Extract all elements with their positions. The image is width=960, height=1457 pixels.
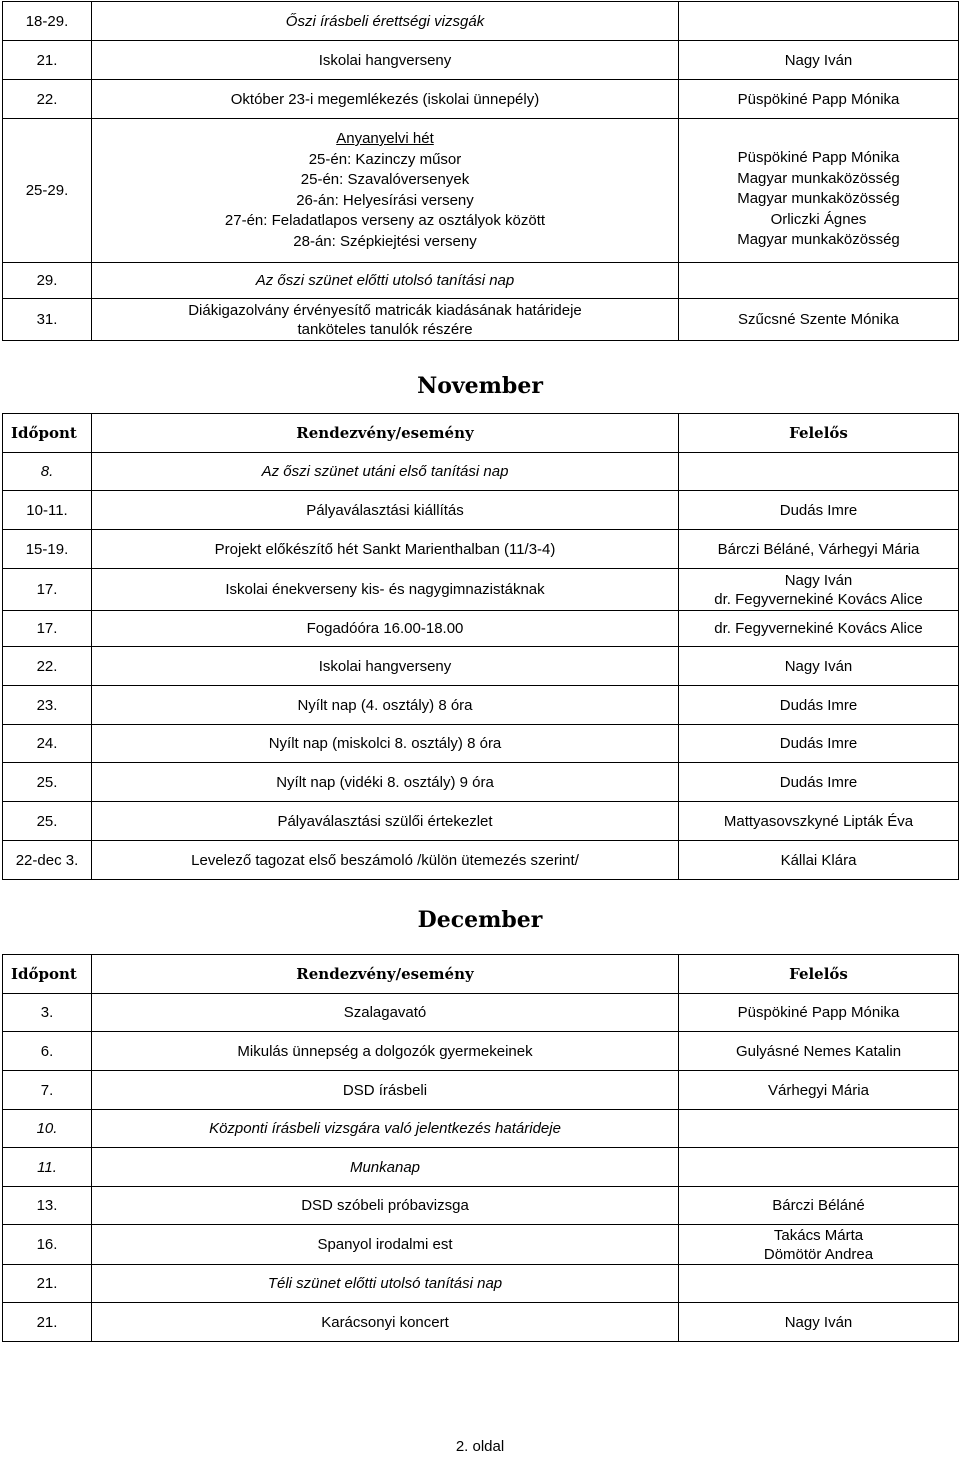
event-cell: Nyílt nap (vidéki 8. osztály) 9 óra bbox=[92, 763, 679, 802]
december-table bbox=[2, 954, 959, 1342]
responsible-cell bbox=[679, 453, 959, 491]
event-line: 25-én: Szavalóversenyek bbox=[300, 171, 470, 188]
event-cell: Pályaválasztási kiállítás bbox=[92, 491, 679, 530]
october-table-2 bbox=[2, 262, 959, 341]
responsible-cell: Bárczi Béláné bbox=[679, 1187, 959, 1225]
responsible-cell bbox=[679, 1225, 959, 1265]
table-row bbox=[3, 1187, 959, 1225]
responsible-cell bbox=[679, 1110, 959, 1148]
responsible-cell: Dudás Imre bbox=[679, 763, 959, 802]
responsible-line: Dömötör Andrea bbox=[763, 1245, 874, 1263]
responsible-line: Nagy Iván bbox=[784, 571, 853, 589]
event-cell: Október 23-i megemlékezés (iskolai ünnepély) bbox=[92, 80, 679, 119]
event-cell: Projekt előkészítő hét Sankt Marienthalban (11/3-4) bbox=[92, 530, 679, 569]
table-row bbox=[3, 802, 959, 841]
responsible-cell bbox=[679, 119, 959, 263]
event-cell: Központi írásbeli vizsgára való jelentkezés határideje bbox=[92, 1110, 679, 1148]
table-row bbox=[3, 491, 959, 530]
responsible-cell: Nagy Iván bbox=[679, 1303, 959, 1342]
date-cell: 29. bbox=[3, 263, 92, 299]
responsible-cell: Szűcsné Szente Mónika bbox=[679, 299, 959, 341]
column-header-event: Rendezvény/esemény bbox=[92, 955, 679, 994]
date-cell: 21. bbox=[3, 1303, 92, 1342]
header-row bbox=[3, 414, 959, 453]
date-cell: 16. bbox=[3, 1225, 92, 1265]
responsible-cell bbox=[679, 2, 959, 41]
responsible-cell: Nagy Iván bbox=[679, 647, 959, 686]
responsible-cell: Dudás Imre bbox=[679, 725, 959, 763]
responsible-line: Takács Márta bbox=[773, 1226, 864, 1244]
date-cell: 25. bbox=[3, 763, 92, 802]
table-row bbox=[3, 1225, 959, 1265]
date-cell: 22. bbox=[3, 80, 92, 119]
responsible-cell bbox=[679, 569, 959, 611]
event-cell: DSD írásbeli bbox=[92, 1071, 679, 1110]
date-cell: 25. bbox=[3, 802, 92, 841]
responsible-cell: Nagy Iván bbox=[679, 41, 959, 80]
responsible-cell bbox=[679, 1148, 959, 1187]
date-cell: 18-29. bbox=[3, 2, 92, 41]
table-row bbox=[3, 263, 959, 299]
date-cell: 17. bbox=[3, 611, 92, 647]
responsible-line: Magyar munkaközösség bbox=[737, 190, 900, 208]
table-row bbox=[3, 1148, 959, 1187]
event-line: 26-án: Helyesírási verseny bbox=[296, 191, 474, 209]
table-row bbox=[3, 1303, 959, 1342]
month-title-december: December bbox=[417, 907, 543, 933]
table-row bbox=[3, 41, 959, 80]
date-cell: 13. bbox=[3, 1187, 92, 1225]
responsible-cell: Mattyasovszkyné Lipták Éva bbox=[679, 802, 959, 841]
date-cell: 23. bbox=[3, 686, 92, 725]
event-cell: Nyílt nap (miskolci 8. osztály) 8 óra bbox=[92, 725, 679, 763]
column-header-date: Időpont bbox=[3, 414, 92, 453]
date-cell: 11. bbox=[3, 1148, 92, 1187]
event-cell: Az őszi szünet előtti utolsó tanítási nap bbox=[92, 263, 679, 299]
table-row bbox=[3, 80, 959, 119]
event-cell: Iskolai hangverseny bbox=[92, 647, 679, 686]
table-row bbox=[3, 453, 959, 491]
event-cell: Spanyol irodalmi est bbox=[92, 1225, 679, 1265]
event-line: 28-án: Szépkiejtési verseny bbox=[293, 232, 477, 250]
table-row bbox=[3, 725, 959, 763]
date-cell: 24. bbox=[3, 725, 92, 763]
table-row bbox=[3, 119, 959, 263]
date-cell: 25-29. bbox=[3, 119, 92, 263]
date-cell: 17. bbox=[3, 569, 92, 611]
event-line: 25-én: Kazinczy műsor bbox=[308, 150, 462, 168]
table-row bbox=[3, 647, 959, 686]
event-cell: DSD szóbeli próbavizsga bbox=[92, 1187, 679, 1225]
date-cell: 3. bbox=[3, 994, 92, 1032]
table-row bbox=[3, 569, 959, 611]
event-cell: Munkanap bbox=[92, 1148, 679, 1187]
event-cell: Iskolai hangverseny bbox=[92, 41, 679, 80]
table-row bbox=[3, 1265, 959, 1303]
month-title-november: November bbox=[417, 373, 543, 399]
event-cell: Fogadóóra 16.00-18.00 bbox=[92, 611, 679, 647]
event-cell bbox=[92, 119, 679, 263]
responsible-cell: Bárczi Béláné, Várhegyi Mária bbox=[679, 530, 959, 569]
responsible-cell: Kállai Klára bbox=[679, 841, 959, 880]
responsible-line: Magyar munkaközösség bbox=[737, 169, 900, 187]
date-cell: 22. bbox=[3, 647, 92, 686]
november-table bbox=[2, 413, 959, 880]
responsible-line: dr. Fegyvernekiné Kovács Alice bbox=[714, 590, 923, 608]
table-row bbox=[3, 530, 959, 569]
responsible-cell: Püspökiné Papp Mónika bbox=[679, 80, 959, 119]
table-row bbox=[3, 1110, 959, 1148]
responsible-line: Püspökiné Papp Mónika bbox=[737, 149, 900, 167]
table-row bbox=[3, 994, 959, 1032]
responsible-cell: Püspökiné Papp Mónika bbox=[679, 994, 959, 1032]
table-row bbox=[3, 686, 959, 725]
responsible-cell: Dudás Imre bbox=[679, 686, 959, 725]
date-cell: 6. bbox=[3, 1032, 92, 1071]
responsible-cell: Dudás Imre bbox=[679, 491, 959, 530]
responsible-cell bbox=[679, 1265, 959, 1303]
date-cell: 10-11. bbox=[3, 491, 92, 530]
event-cell: Nyílt nap (4. osztály) 8 óra bbox=[92, 686, 679, 725]
table-row bbox=[3, 1032, 959, 1071]
column-header-responsible: Felelős bbox=[679, 955, 959, 994]
page-number: 2. oldal bbox=[455, 1438, 505, 1455]
table-row bbox=[3, 2, 959, 41]
event-cell: Iskolai énekverseny kis- és nagygimnazistáknak bbox=[92, 569, 679, 611]
responsible-cell bbox=[679, 263, 959, 299]
event-cell bbox=[92, 299, 679, 341]
date-cell: 21. bbox=[3, 1265, 92, 1303]
table-row bbox=[3, 299, 959, 341]
responsible-cell: dr. Fegyvernekiné Kovács Alice bbox=[679, 611, 959, 647]
date-cell: 7. bbox=[3, 1071, 92, 1110]
date-cell: 21. bbox=[3, 41, 92, 80]
event-cell: Szalagavató bbox=[92, 994, 679, 1032]
event-line: Diákigazolvány érvényesítő matricák kiadásának határideje bbox=[188, 301, 582, 319]
date-cell: 22-dec 3. bbox=[3, 841, 92, 880]
event-title: Anyanyelvi hét bbox=[336, 130, 434, 147]
table-row bbox=[3, 841, 959, 880]
table-row bbox=[3, 1071, 959, 1110]
table-row bbox=[3, 763, 959, 802]
responsible-cell: Várhegyi Mária bbox=[679, 1071, 959, 1110]
date-cell: 15-19. bbox=[3, 530, 92, 569]
date-cell: 10. bbox=[3, 1110, 92, 1148]
event-cell: Mikulás ünnepség a dolgozók gyermekeinek bbox=[92, 1032, 679, 1071]
table-row bbox=[3, 611, 959, 647]
event-cell: Pályaválasztási szülői értekezlet bbox=[92, 802, 679, 841]
event-cell: Téli szünet előtti utolsó tanítási nap bbox=[92, 1265, 679, 1303]
responsible-line: Magyar munkaközösség bbox=[737, 231, 900, 249]
responsible-cell: Gulyásné Nemes Katalin bbox=[679, 1032, 959, 1071]
event-cell: Levelező tagozat első beszámoló /külön ütemezés szerint/ bbox=[92, 841, 679, 880]
event-line: tanköteles tanulók részére bbox=[297, 320, 473, 338]
column-header-event: Rendezvény/esemény bbox=[92, 414, 679, 453]
date-cell: 8. bbox=[3, 453, 92, 491]
date-cell: 31. bbox=[3, 299, 92, 341]
october-table bbox=[2, 1, 959, 263]
responsible-line: Orliczki Ágnes bbox=[770, 210, 867, 228]
column-header-date: Időpont bbox=[3, 955, 92, 994]
event-cell: Az őszi szünet utáni első tanítási nap bbox=[92, 453, 679, 491]
column-header-responsible: Felelős bbox=[679, 414, 959, 453]
event-cell: Őszi írásbeli érettségi vizsgák bbox=[92, 2, 679, 41]
event-line: 27-én: Feladatlapos verseny az osztályok között bbox=[224, 212, 546, 229]
header-row bbox=[3, 955, 959, 994]
event-cell: Karácsonyi koncert bbox=[92, 1303, 679, 1342]
